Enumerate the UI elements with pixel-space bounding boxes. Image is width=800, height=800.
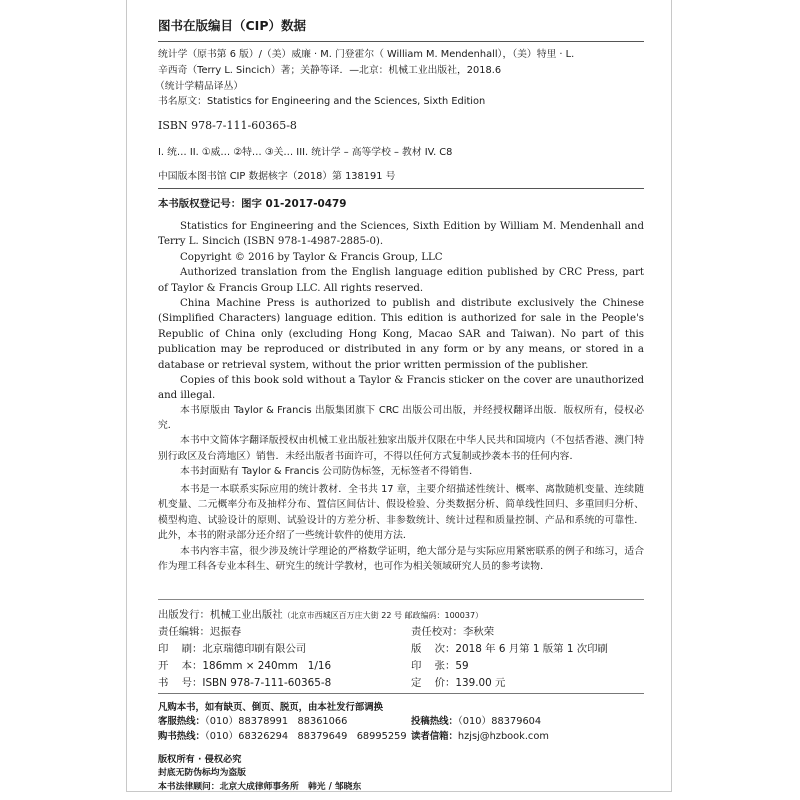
divider-top xyxy=(158,41,644,42)
book-summary xyxy=(158,482,644,574)
divider-cip-bottom xyxy=(158,188,644,189)
english-notice-para-3: Authorized translation from the English language edition published by CRC Press, part of Taylor & Francis Group LLC. All rights reserved. xyxy=(158,267,644,294)
price-value: 139.00 元 xyxy=(455,677,506,689)
chinese-notice xyxy=(158,403,644,479)
divider-summary-bottom xyxy=(158,599,644,600)
customer-service-row xyxy=(158,713,644,727)
format-row xyxy=(158,657,644,672)
purchase-label: 购书热线： xyxy=(158,731,205,742)
cip-original-title: 书名原文：Statistics for Engineering and the Sciences, Sixth Edition xyxy=(158,96,486,107)
customer-service-label: 客服热线： xyxy=(158,716,205,727)
chinese-notice-para-2: 本书中文简体字翻译版授权由机械工业出版社独家出版并仅限在中华人民共和国境内（不包括香港、澳门特别行政区及台湾地区）销售．未经出版者书面许可，不得以任何方式复制或抄袭本书的任何内容． xyxy=(158,435,644,462)
publisher-name: 机械工业出版社 xyxy=(209,609,283,621)
publisher-address: （北京市西城区百万庄大街 22 号 邮政编码：100037） xyxy=(282,611,484,620)
printer-row xyxy=(158,640,644,655)
cip-entry-line-2: 辛西奇（Terry L. Sincich）著；关静等译．—北京：机械工业出版社，2018.6 xyxy=(158,65,502,76)
cip-series: （统计学精品译丛） xyxy=(155,81,244,92)
isbn-label: 书 号： xyxy=(158,677,203,689)
editor-label: 责任编辑： xyxy=(158,626,210,638)
legal-counsel: 本书法律顾问：北京大成律师事务所 韩光 / 邹晓东 xyxy=(158,782,362,792)
proofreader-name: 李秋荣 xyxy=(462,626,495,638)
sheets-label: 印 张： xyxy=(411,660,456,672)
format-label: 开 本： xyxy=(158,660,203,672)
cip-entry-line-1: 统计学（原书第 6 版）/（美）威廉 · M. 门登霍尔（ William M. Mendenhall），（美）特里 · L. xyxy=(158,49,575,60)
divider-pub-bottom xyxy=(158,693,644,694)
replacement-note: 凡购本书，如有缺页、倒页、脱页，由本社发行部调换 xyxy=(158,702,384,713)
isbn-row xyxy=(158,674,644,689)
submission-label: 投稿热线： xyxy=(411,716,458,727)
printer-name: 北京瑞德印刷有限公司 xyxy=(202,643,307,655)
reader-mail-address: hzjsj@hzbook.com xyxy=(457,731,549,742)
cip-heading: 图书在版编目（CIP）数据 xyxy=(158,18,306,33)
editor-row xyxy=(158,623,644,638)
cip-classification: I. 统… II. ①威… ②特… ③关… III. 统计学 – 高等学校 – 教材 IV. C8 xyxy=(158,147,453,158)
summary-para-1: 本书是一本联系实际应用的统计教材．全书共 17 章，主要介绍描述性统计、概率、离散随机变量、连续随机变量、二元概率分布及抽样分布、置信区间估计、假设检验、分类数据分析、简单线性回归、多重回归分析、模型构造、试验设计的原则、试验设计的方差分析、非参数统计、统计过程和质量控制、产品和系统的可靠性．此外，本书的附录部分还介绍了一些统计软件的使用方法． xyxy=(158,484,644,542)
anti-counterfeit-note: 封底无防伪标均为盗版 xyxy=(158,768,246,778)
isbn-value: ISBN 978-7-111-60365-8 xyxy=(202,677,332,689)
printer-label: 印 刷： xyxy=(158,643,203,655)
copyright-registration: 本书版权登记号：图字 01-2017-0479 xyxy=(158,198,347,210)
english-notice-para-4: China Machine Press is authorized to publish and distribute exclusively the Chinese (Simplified Characters) language edition. This edition is authorized for sale in the People's Republic of China only (excluding Hong Kong, Macao SAR and Taiwan). No part of this publication may be reproduced or distributed in any form or by any means, or stored in a database or retrieval system, without the prior written permission of the publisher. xyxy=(158,298,644,371)
submission-phone: （010）88379604 xyxy=(457,716,542,727)
english-notice-para-5: Copies of this book sold without a Taylor & Francis sticker on the cover are unauthorized and illegal. xyxy=(158,375,644,402)
chinese-notice-para-1: 本书原版由 Taylor & Francis 出版集团旗下 CRC 出版公司出版，并经授权翻译出版．版权所有，侵权必究． xyxy=(158,405,644,432)
publisher-row xyxy=(158,606,644,621)
copyright-page xyxy=(126,0,672,792)
edition-label: 版 次： xyxy=(411,643,456,655)
chinese-notice-para-3: 本书封面贴有 Taylor & Francis 公司防伪标签，无标签者不得销售． xyxy=(180,465,479,477)
reader-mail-label: 读者信箱： xyxy=(411,731,458,742)
customer-service-phones: （010）88378991 88361066 xyxy=(204,716,348,727)
english-notice-para-1: Statistics for Engineering and the Sciences, Sixth Edition by William M. Mendenhall and Terry L. Sincich (ISBN 978-1-4987-2885-0). xyxy=(158,221,644,248)
purchase-phones: （010）68326294 88379649 68995259 xyxy=(204,731,407,742)
cip-library-record: 中国版本图书馆 CIP 数据核字（2018）第 138191 号 xyxy=(158,171,396,182)
format-value: 186mm × 240mm 1/16 xyxy=(202,660,332,672)
purchase-row xyxy=(158,728,644,742)
rights-reserved: 版权所有 · 侵权必究 xyxy=(158,754,242,765)
publisher-label: 出版发行： xyxy=(158,609,210,621)
edition-value: 2018 年 6 月第 1 版第 1 次印刷 xyxy=(455,643,608,655)
summary-para-2: 本书内容丰富，很少涉及统计学理论的严格数学证明，绝大部分是与实际应用紧密联系的例子和练习，适合作为理工科各专业本科生、研究生的统计学教材，也可作为相关领域研究人员的参考读物． xyxy=(158,545,644,573)
english-notice-para-2: Copyright © 2016 by Taylor & Francis Group, LLC xyxy=(180,251,443,263)
price-label: 定 价： xyxy=(411,677,456,689)
cip-isbn: ISBN 978-7-111-60365-8 xyxy=(158,119,297,132)
editor-name: 迟振春 xyxy=(209,626,242,638)
english-notice xyxy=(158,219,644,404)
proofreader-label: 责任校对： xyxy=(411,626,463,638)
sheets-value: 59 xyxy=(455,660,469,672)
